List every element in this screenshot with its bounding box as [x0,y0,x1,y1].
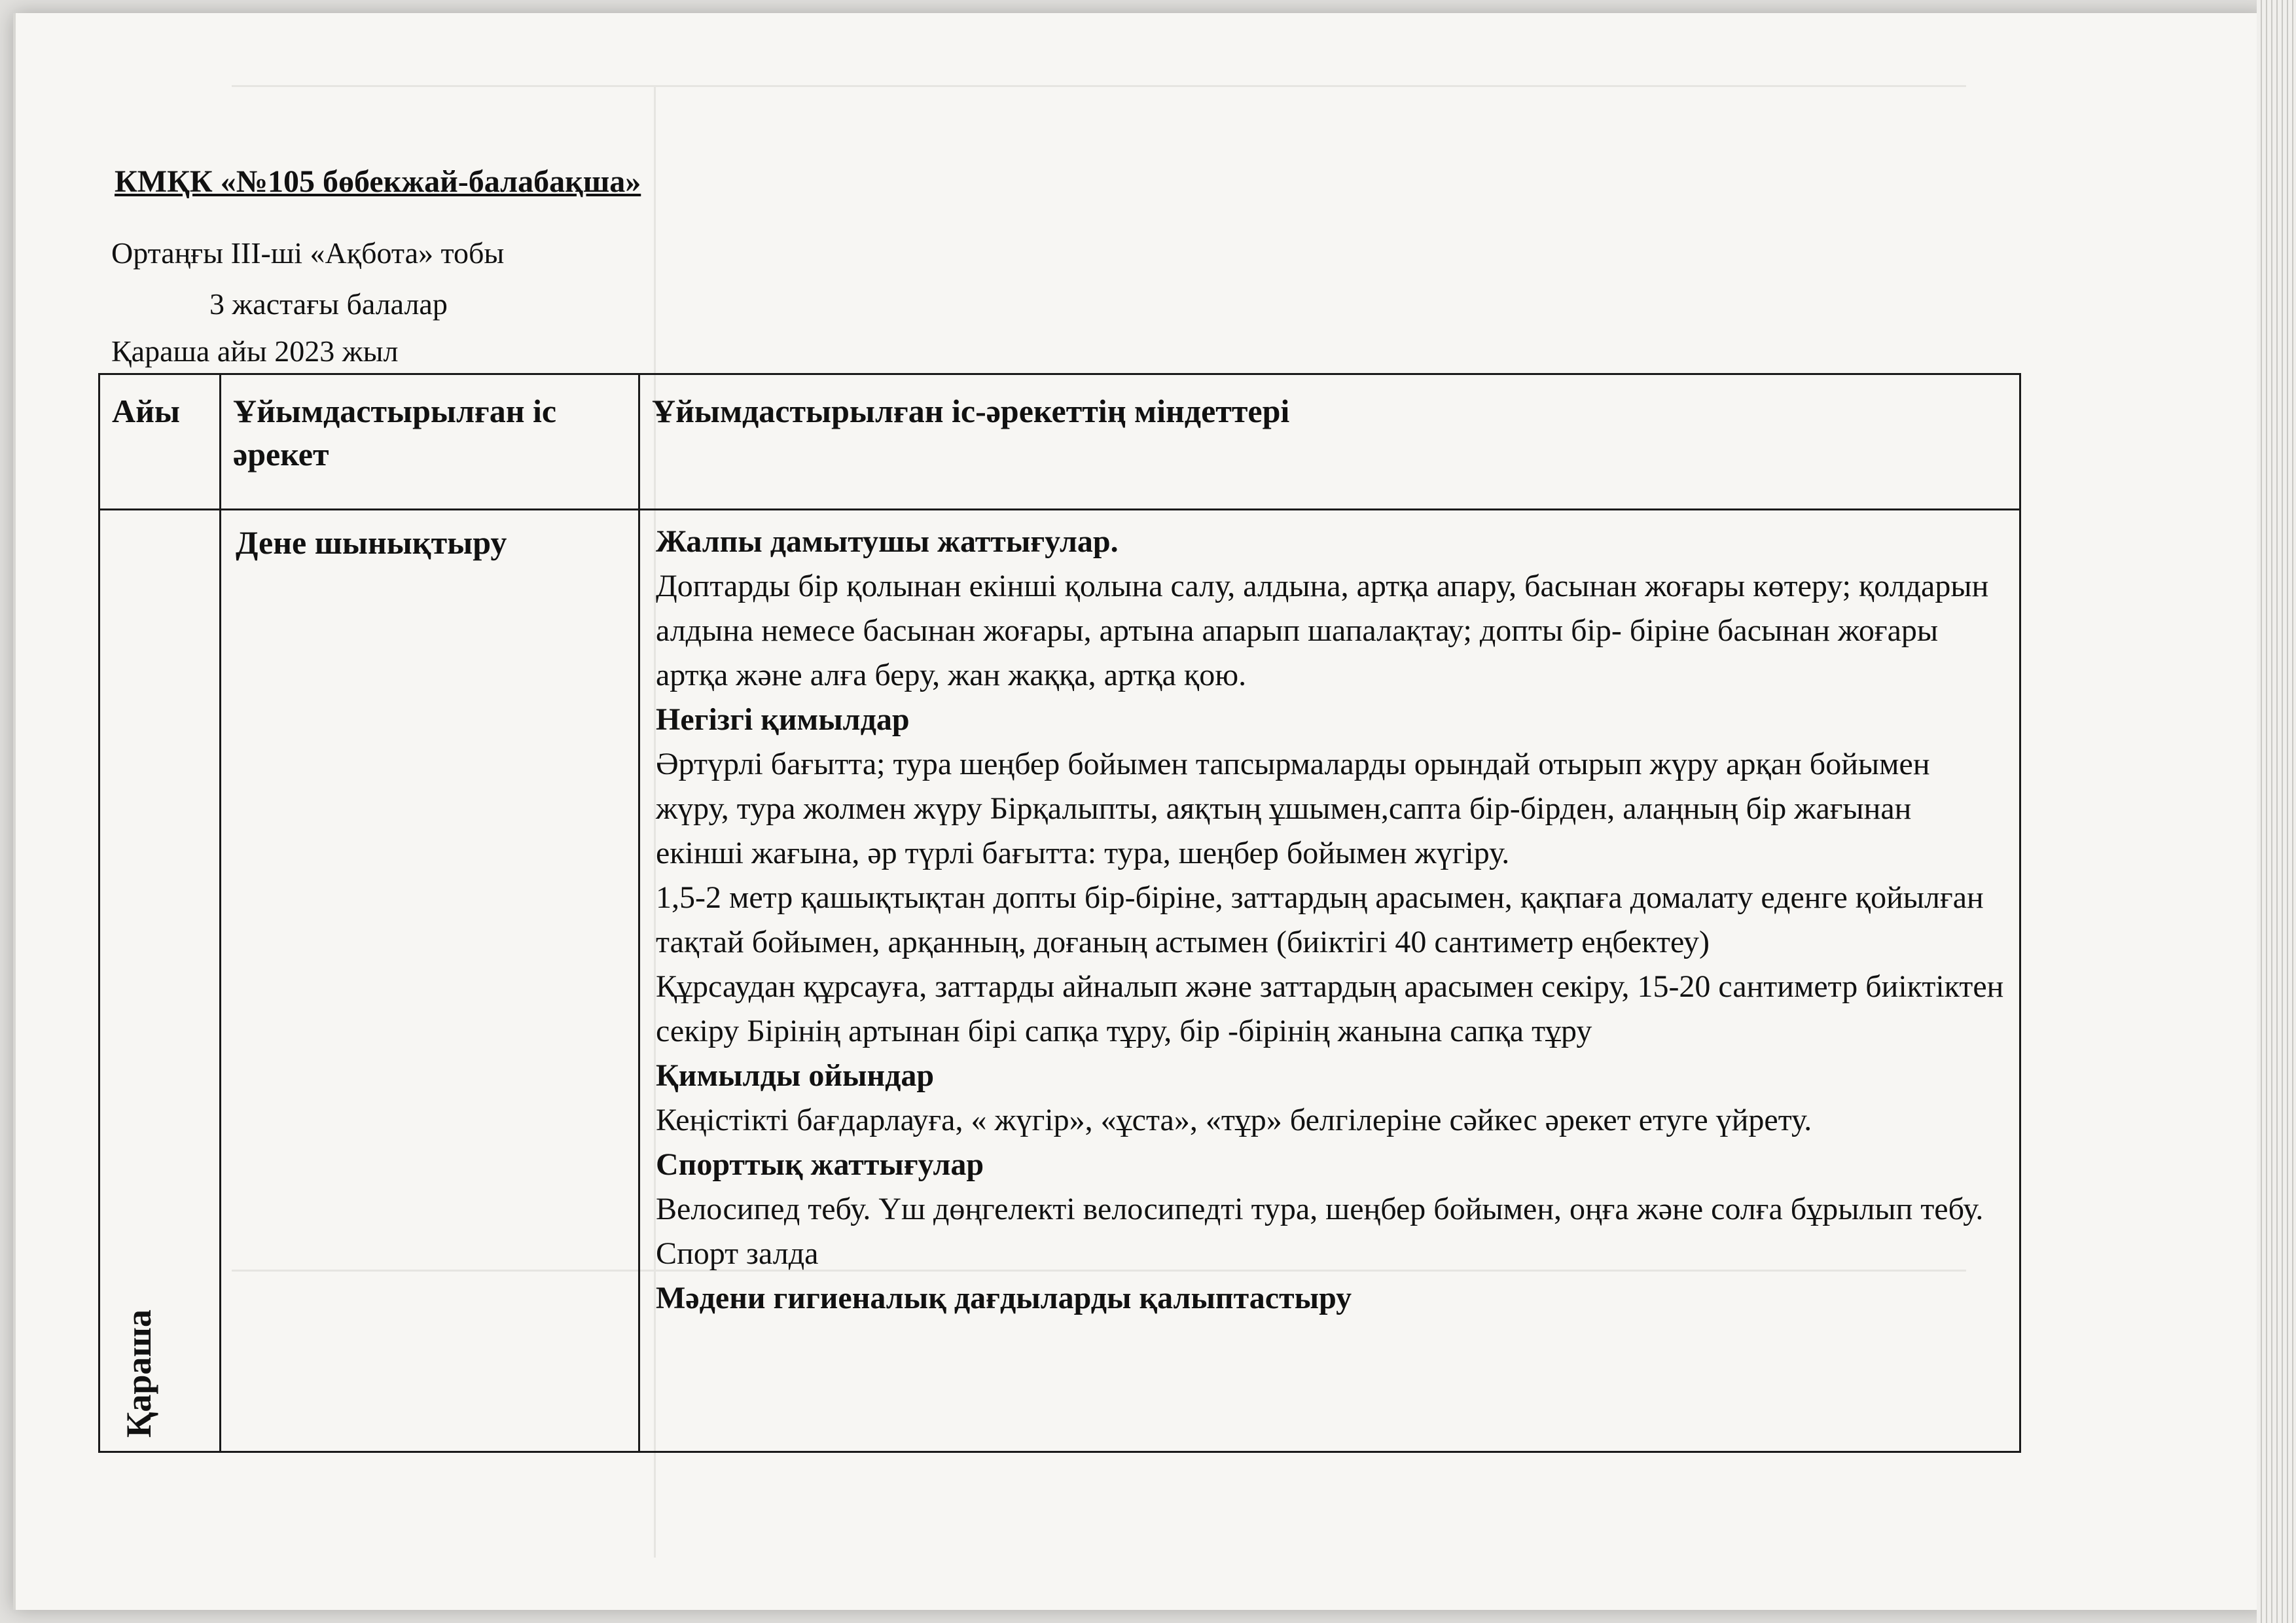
section-heading: Негізгі қимылдар [656,702,910,737]
tasks-cell [639,510,2020,1452]
age-group: 3 жастағы балалар [209,287,448,321]
column-header-month: Айы [99,374,221,510]
section-heading: Жалпы дамытушы жаттығулар. [656,524,1119,559]
table-row [99,510,2020,1452]
page-stack-edge [2257,0,2296,1623]
section-heading: Мәдени гигиеналық дағдыларды қалыптастыру [656,1281,1352,1315]
section-heading: Қимылды ойындар [656,1058,935,1093]
organization-title: КМҚК «№105 бөбекжай-балабақша» [115,164,641,199]
section-text: Велосипед тебу. Үш дөңгелекті велосипедті тура, шеңбер бойымен, оңға және солға бұрылып тебу. Спорт залда [656,1192,1984,1271]
month-cell [99,510,221,1452]
bleed-through-rule [232,85,1966,87]
column-header-activity: Ұйымдастырылған іс әрекет [221,374,639,510]
section-heading: Спорттық жаттығулар [656,1147,984,1182]
month-year: Қараша айы 2023 жыл [111,334,399,368]
activity-cell: Дене шынықтыру [221,510,639,1452]
section-text: Доптарды бір қолынан екінші қолына салу, алдына, артқа апару, басынан жоғары көтеру; қолдарын алдына немесе басынан жоғары, артына апарып шапалақтау; допты бір- біріне басынан жоғары артқа және алға беру, жан жаққа, артқа қою. [656,569,1989,692]
column-header-tasks: Ұйымдастырылған іс-әрекеттің міндеттері [639,374,2020,510]
table-header-row [99,374,2020,510]
group-name: Ортаңғы ІІІ-ші «Ақбота» тобы [111,236,505,270]
plan-table [98,373,2021,1453]
section-text: Кеңістікті бағдарлауға, « жүгір», «ұста», «тұр» белгілеріне сәйкес әрекет етуге үйрету. [656,1103,1812,1137]
section-text: Әртүрлі бағытта; тура шеңбер бойымен тапсырмаларды орындай отырып жүру арқан бойымен жүру, тура жолмен жүру Бірқалыпты, аяқтың ұшымен,сапта бір-бірден, алаңның бір жағынан екінші жағына, әр түрлі бағытта: тура, шеңбер бойымен жүгіру. 1,5-2 метр қашықтықтан допты бір-біріне, заттардың арасымен, қақпаға домалату еденге қойылған тақтай бойымен, арқанның, доғаның астымен (биіктігі 40 сантиметр еңбектеу) Құрсаудан құрсауға, заттарды айналып және заттардың арасымен секіру, 15-20 сантиметр биіктіктен секіру Бірінің артынан бірі сапқа тұру, бір -бірінің жанына сапқа тұру [656,747,2004,1048]
month-label: Қараша [119,1310,158,1438]
